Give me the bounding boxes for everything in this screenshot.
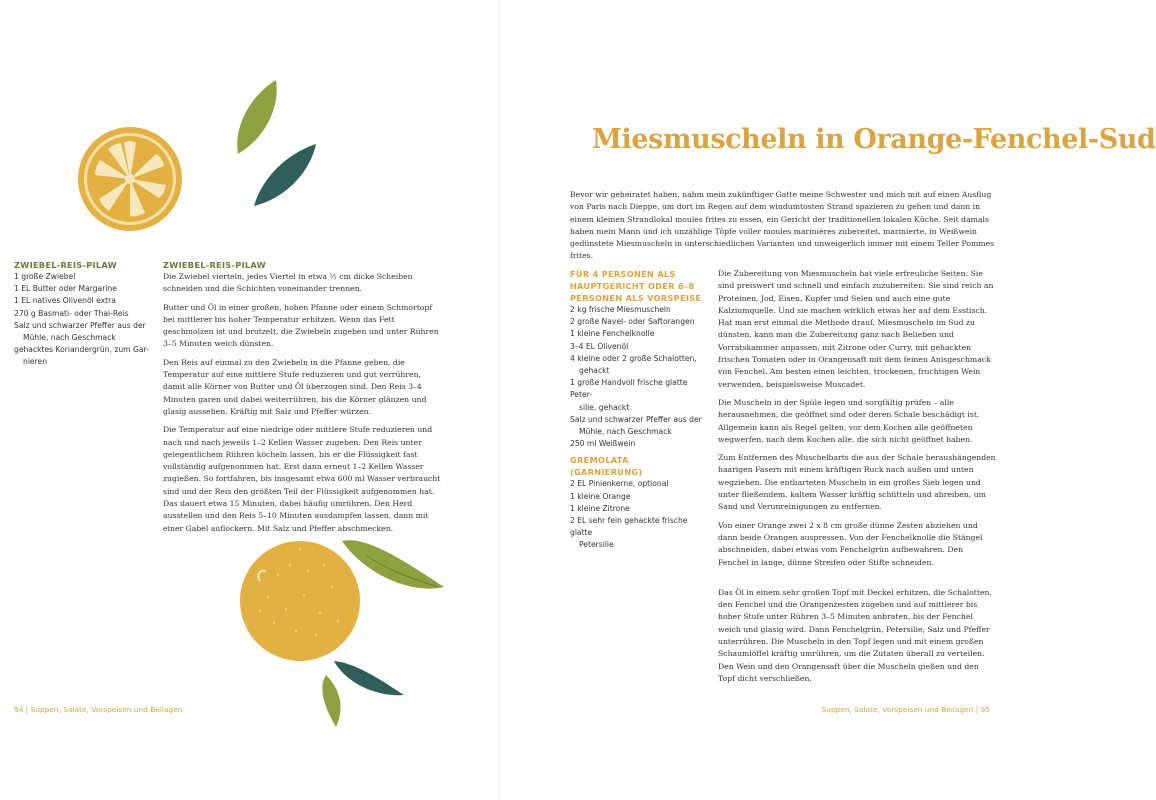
recipe-title: Miesmuscheln in Orange-Fenchel-Sud	[592, 124, 1156, 155]
mussels-paragraph-4: Von einer Orange zwei 2 x 8 cm große dünne Zesten abziehen und dann beide Orangen auspressen. Von der Fenchelknolle die Stängel abschneiden, dabei etwas vom Fenchelgrün aufbewahren. Den Fenchel in lange, dünne Streifen oder Stifte schneiden.	[718, 520, 983, 567]
ingredient-line: 1 EL natives Olivenöl extra	[14, 296, 116, 306]
left-page	[0, 0, 500, 800]
ingredient-line: 250 ml Weißwein	[570, 439, 636, 449]
ingredient-line: 2 EL Pinienkerne, optional	[570, 479, 669, 489]
pilaw-ingredients-heading: ZWIEBEL-REIS-PILAW	[14, 260, 117, 270]
gremolata-ingredient-list	[570, 478, 703, 551]
pilaw-step-1: Die Zwiebel vierteln, jedes Viertel in etwa ½ cm dicke Scheiben schneiden und die Schichten voneinander trennen.	[163, 272, 413, 294]
ingredient-line: 1 große Handvoll frische glatte Peter-	[570, 378, 688, 400]
recipe-intro: Bevor wir geheiratet haben, nahm mein zukünftiger Gatte meine Schwester und mich mit auf einen Ausflug von Paris nach Dieppe, um dort im Regen auf dem windumtosten Strand spazieren zu gehen und dann in einem kleinen Strandlokal moules frites zu essen, ein Gericht der traditionellen lokalen Küche. Seit damals haben mein Mann und ich unzählige Töpfe voller moules marinières zubereitet, marinierte, in Weißwein gedünstete Miesmuscheln in unterschiedlichen Varianten und unweigerlich immer mit einem Teller Pommes frites.	[570, 190, 995, 261]
mussels-ingredients	[570, 268, 703, 552]
mussels-paragraph-2: Die Muscheln in der Spüle legen und sorgfältig prüfen – alle herausnehmen, die geöffnet sind oder deren Schale beschädigt ist. Allgemein kann als Regel gelten, vor dem Kochen alle geöffneten wegwerfen, nach dem Kochen alle, die sich nicht geöffnet haben.	[718, 397, 980, 444]
ingredient-line: gehacktes Koriandergrün, zum Gar-	[14, 345, 149, 355]
gremolata-heading: GREMOLATA (GARNIERUNG)	[570, 455, 643, 478]
ingredient-line: 1 kleine Orange	[570, 491, 631, 501]
ingredient-line: 2 kg frische Miesmuscheln	[570, 305, 671, 314]
ingredient-line: 1 große Zwiebel	[14, 272, 76, 281]
ingredient-line: gehackt	[579, 366, 610, 376]
pilaw-method	[163, 259, 441, 541]
ingredient-line: 2 große Navel- oder Saftorangen	[570, 317, 695, 327]
mussels-method	[718, 268, 996, 691]
ingredient-line: 270 g Basmati- oder Thai-Reis	[14, 308, 129, 318]
folio-right: Suppen, Salate, Vorspeisen und Beilagen | 95	[821, 705, 990, 714]
ingredient-line: Petersilie	[579, 540, 614, 550]
pilaw-ingredient-list	[14, 271, 154, 369]
ingredient-line: 2 EL sehr fein gehackte frische glatte	[570, 516, 688, 538]
ingredient-line: Mühle, nach Geschmack	[23, 333, 116, 343]
right-page	[500, 0, 1156, 800]
ingredient-line: 1 kleine Zitrone	[570, 503, 630, 513]
pilaw-step-3: Den Reis auf einmal zu den Zwiebeln in die Pfanne geben, die Temperatur auf eine mittlere Stufe reduzieren und gut verrühren, damit alle Körner von Butter und Öl überzogen sind. Den Reis 3–4 Minuten garen und dabei weiterrühren, bis die Körner glänzen und glasig aussehen. Kräftig mit Salz und Pfeffer würzen.	[163, 357, 427, 416]
ingredient-line: silie, gehackt	[579, 402, 630, 412]
pilaw-ingredients	[14, 259, 154, 369]
mussels-paragraph-3: Zum Entfernen des Muschelbarts die aus der Schale heraushängenden haarigen Fasern mit einem kräftigen Ruck nach außen und unten wegziehen. Die entbarteten Muscheln in ein großes Sieb legen und unter fließendem, kaltem Wasser kräftig schütteln und abreiben, um Sand und Verunreinigungen zu entfernen.	[718, 453, 996, 512]
pilaw-step-2: Butter und Öl in einer großen, hohen Pfanne oder einem Schmortopf bei mittlerer bis hoher Temperatur erhitzen. Wenn das Fett geschmolzen ist und brutzelt, die Zwiebeln zugeben und unter Rühren 3–5 Minuten weich dünsten.	[163, 302, 439, 349]
leaves-illustration-top	[228, 74, 320, 214]
mussels-paragraph-5: Das Öl in einem sehr großen Topf mit Deckel erhitzen, die Schalotten, den Fenchel und die Orangenzesten zugeben und auf mittlerer bis hoher Stufe unter Rühren 3–5 Minuten anbraten, bis der Fenchel weich und glasig wird. Dann Fenchelgrün, Petersilie, Salz und Pfeffer unterrühren. Die Muscheln in den Topf legen und mit einem großen Schaumlöffel kräftig umrühren, um die Zutaten überall zu verteilen. Den Wein und den Orangensaft über die Muscheln gießen und den Topf dicht verschließen.	[718, 587, 992, 683]
servings-heading: FÜR 4 PERSONEN ALS HAUPTGERICHT ODER 6–8 PERSONEN ALS VORSPEISE	[570, 269, 702, 303]
ingredient-line: nieren	[23, 357, 48, 367]
folio-left: 94 | Suppen, Salate, Vorspeisen und Beilagen	[14, 705, 183, 714]
ingredient-line: 1 kleine Fenchelknolle	[570, 329, 655, 339]
ingredient-line: Salz und schwarzer Pfeffer aus der	[570, 414, 702, 424]
ingredient-line: Mühle, nach Geschmack	[579, 427, 672, 437]
pilaw-step-4: Die Temperatur auf eine niedrige oder mittlere Stufe reduzieren und nach und nach jeweils 1–2 Kellen Wasser zugeben. Den Reis unter gelegentlichem Rühren köcheln lassen, bis er die Flüssigkeit fast vollständig aufgenommen hat. Erst dann erneut 1–2 Kellen Wasser zugießen. So fortfahren, bis insgesamt etwa 600 ml Wasser verbraucht sind und der Reis den größten Teil der Flüssigkeit aufgenommen hat. Das dauert etwa 15 Minuten, dabei häufig umrühren. Den Herd ausstellen und den Reis 5–10 Minuten ausdampfen lassen, dann mit einer Gabel auflockern. Mit Salz und Pfeffer abschmecken.	[163, 425, 441, 533]
ingredient-line: Salz und schwarzer Pfeffer aus der	[14, 320, 146, 330]
orange-illustration	[238, 535, 450, 730]
pilaw-method-heading: ZWIEBEL-REIS-PILAW	[163, 260, 266, 270]
mussels-paragraph-1: Die Zubereitung von Miesmuscheln hat viele erfreuliche Seiten: Sie sind preiswert und schnell und einfach zuzubereiten: Sie sind reich an Proteinen, Jod, Eisen, Kupfer und Selen und auch eine gute Kalziumquelle. Und sie machen wirklich etwas her auf dem Esstisch. Hat man erst einmal die Methode drauf, Miesmuscheln im Sud zu dünsten, kann man die Zubereitung ganz nach Belieben und Vorratskammer anpassen, mit Zitrone oder Curry, mit gehackten frischen Tomaten oder in Orangensaft mit dem feinen Anisgeschmack von Fenchel. Am besten einen leichten, trockenen, fruchtigen Wein verwenden, beispielsweise Muscadet.	[718, 269, 994, 389]
ingredient-line: 4 kleine oder 2 große Schalotten,	[570, 353, 697, 363]
ingredient-line: 3–4 EL Olivenöl	[570, 341, 629, 351]
ingredient-line: 1 EL Butter oder Margarine	[14, 284, 117, 294]
orange-slice-illustration	[76, 125, 184, 233]
mussels-ingredient-list	[570, 304, 703, 450]
